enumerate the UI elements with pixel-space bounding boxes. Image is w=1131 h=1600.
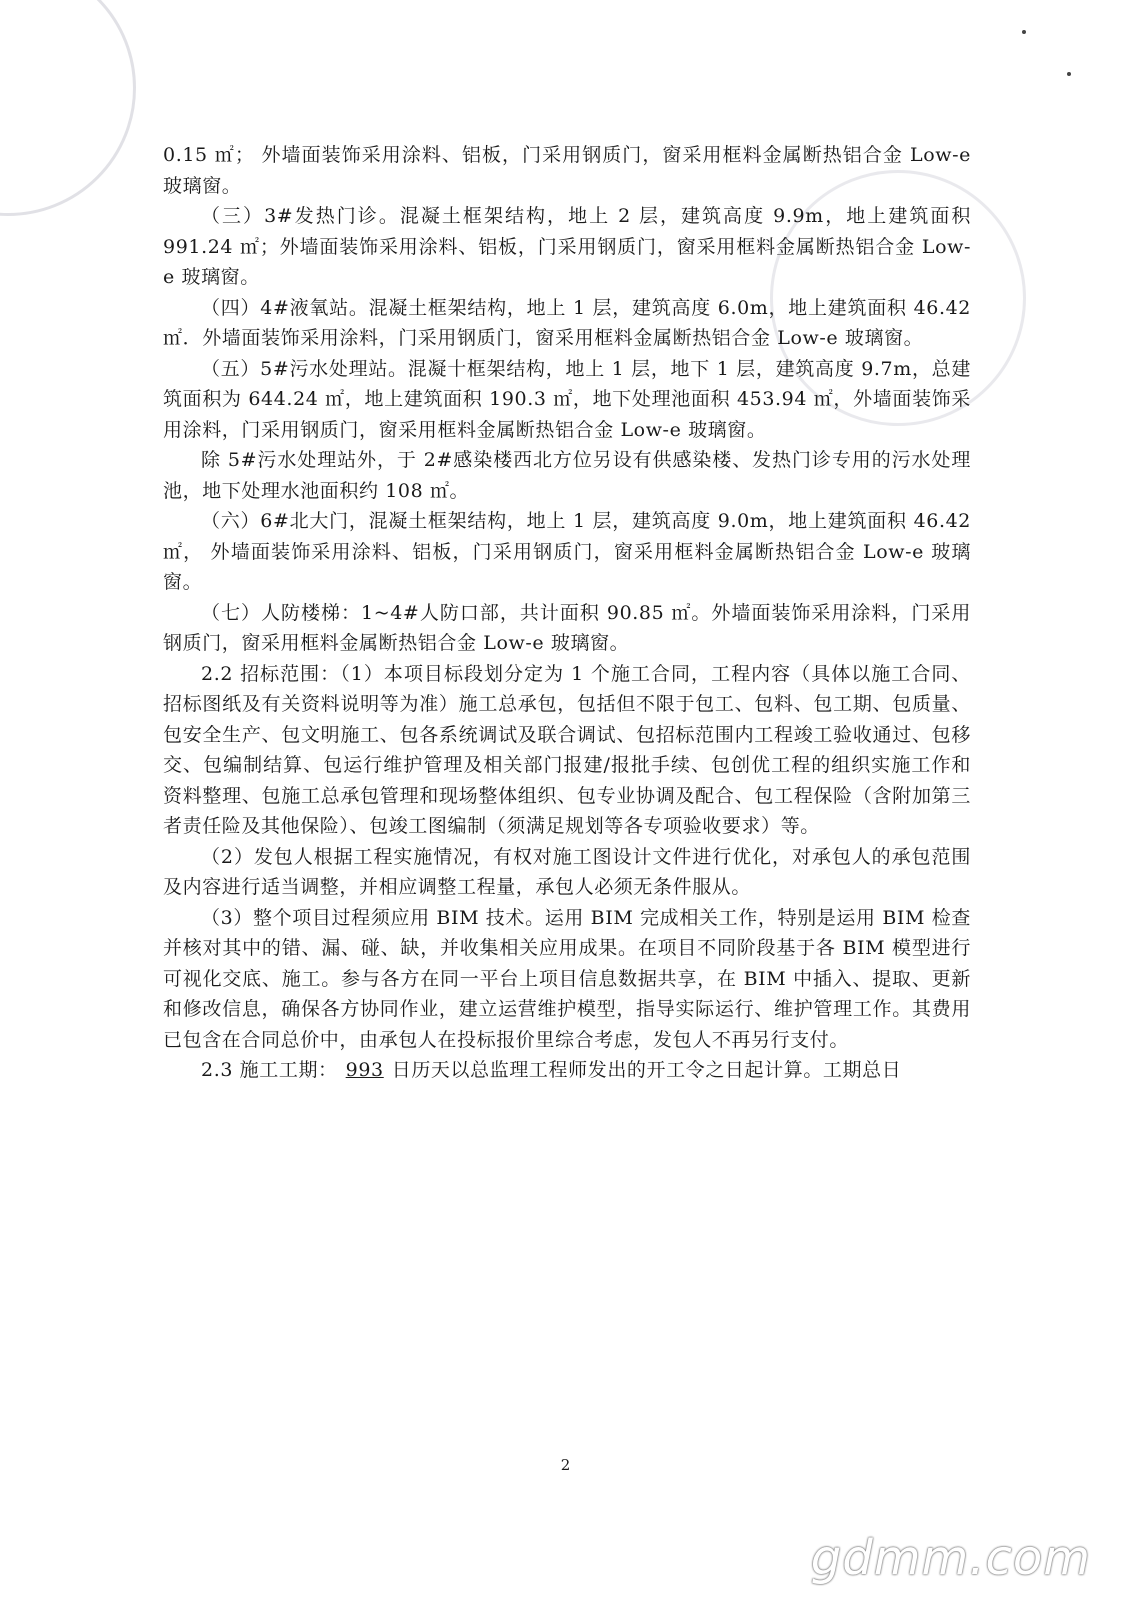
scan-speck [1022,30,1026,34]
schedule-prefix: 2.3 施工工期： [201,1059,338,1081]
paragraph-oxygen-station: （四）4#液氧站。混凝土框架结构，地上 1 层，建筑高度 6.0m，地上建筑面积 46.42 ㎡．外墙面装饰采用涂料，门采用钢质门，窗采用框料金属断热铝合金 Low-e 玻璃窗。 [163,296,971,349]
site-watermark: gdmm.com [810,1530,1091,1586]
paragraph-bidding-scope: 2.2 招标范围：（1）本项目标段划分定为 1 个施工合同，工程内容（具体以施工合同、招标图纸及有关资料说明等为准）施工总承包，包括但不限于包工、包料、包工期、包质量、包安全生产、包文明施工、包各系统调试及联合调试、包招标范围内工程竣工验收通过、包移交、包编制结算、包运行维护管理及相关部门报建/报批手续、包创优工程的组织实施工作和资料整理、包施工总承包管理和现场整体组织、包专业协调及配合、包工程保险（含附加第三者责任险及其他保险）、包竣工图编制（须满足规划等各专项验收要求）等。 [163,662,971,837]
document-body [163,140,971,1086]
paragraph-north-gate: （六）6#北大门，混凝土框架结构，地上 1 层，建筑高度 9.0m，地上建筑面积 46.42 ㎡， 外墙面装饰采用涂料、铝板，门采用钢质门，窗采用框料金属断热铝合金 Low-e 玻璃窗。 [163,510,971,593]
paragraph-bim-requirement: （3）整个项目过程须应用 BIM 技术。运用 BIM 完成相关工作，特别是运用 BIM 检查并核对其中的错、漏、碰、缺，并收集相关应用成果。在项目不同阶段基于各 BIM 模型进行可视化交底、施工。参与各方在同一平台上项目信息数据共享，在 BIM 中插入、提取、更新和修改信息，确保各方协同作业，建立运营维护模型，指导实际运行、维护管理工作。其费用已包含在合同总价中，由承包人在投标报价里综合考虑，发包人不再另行支付。 [163,906,971,1051]
page-number: 2 [560,1456,571,1474]
schedule-days-value: 993 [345,1059,384,1081]
paragraph-scope-adjustment: （2）发包人根据工程实施情况，有权对施工图设计文件进行优化，对承包人的承包范围及内容进行适当调整，并相应调整工程量，承包人必须无条件服从。 [163,845,971,898]
paragraph-sewage-station: （五）5#污水处理站。混凝十框架结构，地上 1 层，地下 1 层，建筑高度 9.7m，总建筑面积为 644.24 ㎡，地上建筑面积 190.3 ㎡，地下处理池面积 453.94 ㎡，外墙面装饰采用涂料，门采用钢质门，窗采用框料金属断热铝合金 Low-e 玻璃窗。 [163,357,971,441]
paragraph-sewage-pool: 除 5#污水处理站外，于 2#感染楼西北方位另设有供感染楼、发热门诊专用的污水处理池，地下处理水池面积约 108 ㎡。 [163,449,971,502]
scan-speck [1067,72,1071,76]
paragraph-civil-defense-stairs: （七）人防楼梯：1~4#人防口部，共计面积 90.85 ㎡。外墙面装饰采用涂料，门采用钢质门，窗采用框料金属断热铝合金 Low-e 玻璃窗。 [163,601,971,654]
paragraph-construction-period [163,1055,971,1086]
paragraph-fever-clinic: （三）3#发热门诊。混凝土框架结构，地上 2 层，建筑高度 9.9m，地上建筑面积 991.24 ㎡；外墙面装饰采用涂料、铝板，门采用钢质门，窗采用框料金属断热铝合金 Low-e 玻璃窗。 [163,205,971,288]
official-seal-stamp [0,0,136,216]
schedule-suffix: 日历天以总监理工程师发出的开工令之日起计算。工期总日 [391,1059,902,1081]
paragraph-continuation: 0.15 ㎡； 外墙面装饰采用涂料、铝板，门采用钢质门，窗采用框料金属断热铝合金 Low-e 玻璃窗。 [163,144,971,197]
